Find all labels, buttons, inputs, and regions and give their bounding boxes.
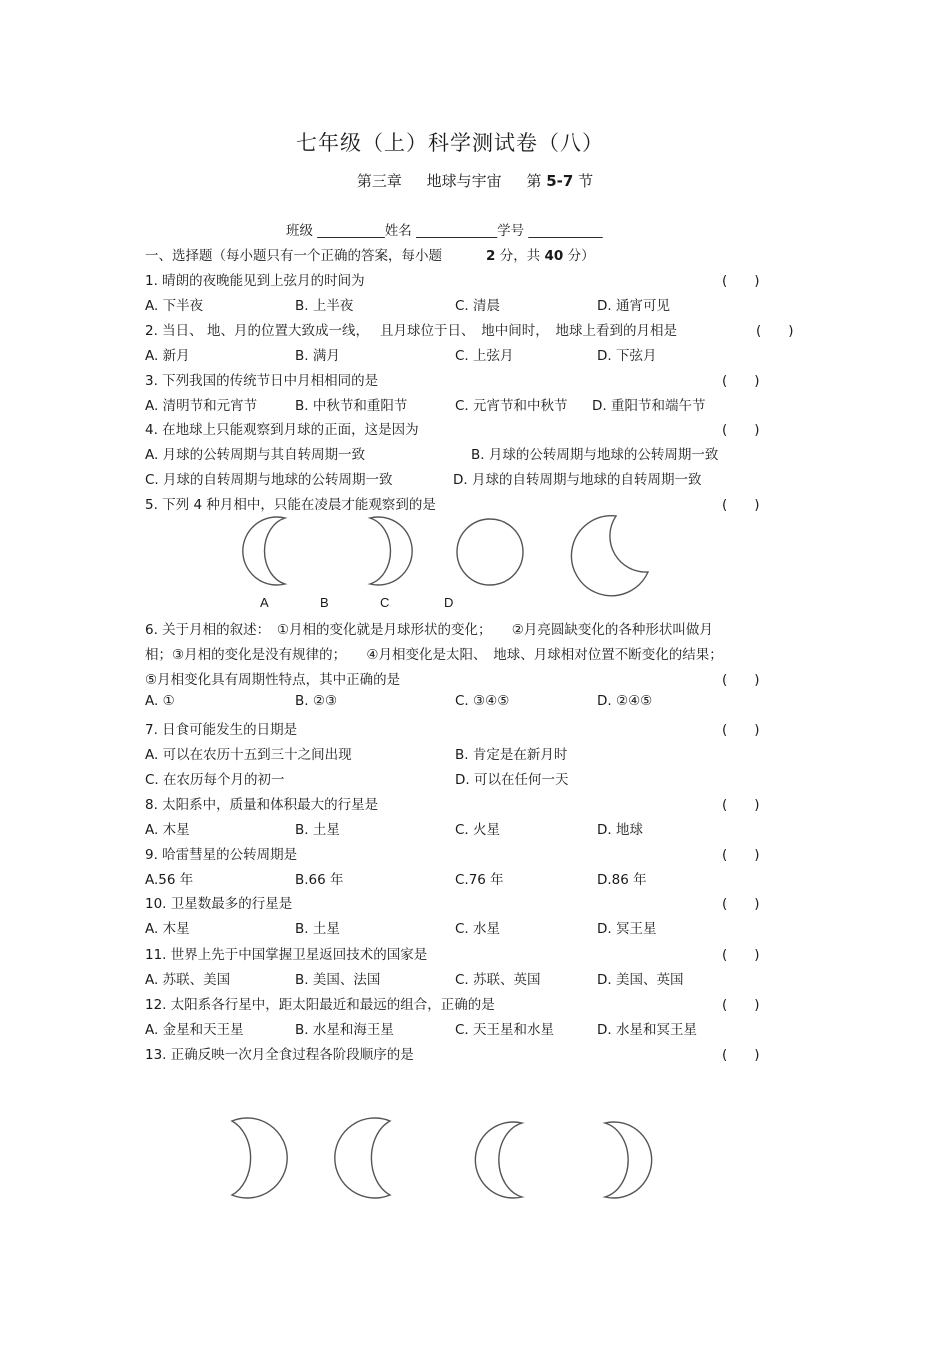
question-6-line-2: 相；③月相的变化是没有规律的； ④月相变化是太阳、 地球、月球相对位置不断变化的结果； (145, 647, 723, 663)
option: A. ① (145, 693, 175, 709)
question-1: 1. 晴朗的夜晚能见到上弦月的时间为 (145, 273, 365, 289)
question-8: 8. 太阳系中，质量和体积最大的行星是 (145, 797, 379, 813)
moon-phase-d-figure (568, 510, 658, 600)
page-subtitle (0, 170, 950, 191)
option: D. ②④⑤ (597, 693, 653, 709)
option: D. 地球 (597, 822, 643, 838)
student-info-line: 班级 __________姓名 ____________学号 ___________ (286, 223, 603, 239)
option: B. 满月 (295, 348, 340, 364)
option: D. 重阳节和端午节 (592, 398, 706, 414)
option: D.86 年 (597, 872, 647, 888)
option: A. 金星和天王星 (145, 1022, 244, 1038)
option: A. 新月 (145, 348, 190, 364)
question-2: 2. 当日、 地、月的位置大致成一线， 且月球位于日、 地中间时， 地球上看到的月相是 (145, 323, 678, 339)
question-13: 13. 正确反映一次月全食过程各阶段顺序的是 (145, 1047, 414, 1063)
option: A. 清明节和元宵节 (145, 398, 258, 414)
answer-blank-6[interactable]: ( ) (722, 672, 760, 688)
option: D. 可以在任何一天 (455, 772, 569, 788)
option: B. 上半夜 (295, 298, 354, 314)
section-label: 第 5-7 节 (526, 172, 594, 190)
answer-blank-9[interactable]: ( ) (722, 847, 760, 863)
question-5: 5. 下列 4 种月相中，只能在凌晨才能观察到的是 (145, 497, 436, 513)
eclipse-stage-1-icon (232, 1118, 287, 1198)
option: A. 木星 (145, 921, 190, 937)
option: C.76 年 (455, 872, 504, 888)
question-10: 10. 卫星数最多的行星是 (145, 896, 293, 912)
answer-blank-2[interactable]: ( ) (756, 323, 794, 339)
option: B. 美国、法国 (295, 972, 381, 988)
option: C. 在农历每个月的初一 (145, 772, 285, 788)
answer-blank-12[interactable]: ( ) (722, 997, 760, 1013)
page-title: 七年级（上）科学测试卷（八） (296, 131, 604, 155)
option: B.66 年 (295, 872, 344, 888)
option: C. 元宵节和中秋节 (455, 398, 568, 414)
eclipse-stage-2-icon (335, 1118, 390, 1198)
option: C. 水星 (455, 921, 501, 937)
moon-phase-d-icon (571, 516, 648, 596)
question-3: 3. 下列我国的传统节日中月相相同的是 (145, 373, 379, 389)
option: D. 下弦月 (597, 348, 657, 364)
figure-label-c: C (380, 595, 390, 610)
answer-blank-10[interactable]: ( ) (722, 896, 760, 912)
question-9: 9. 哈雷彗星的公转周期是 (145, 847, 298, 863)
option: C. 上弦月 (455, 348, 514, 364)
option: C. ③④⑤ (455, 693, 510, 709)
option: A. 苏联、美国 (145, 972, 231, 988)
option: A. 可以在农历十五到三十之间出现 (145, 747, 352, 763)
option: B. 肯定是在新月时 (455, 747, 568, 763)
option: A. 下半夜 (145, 298, 204, 314)
figure-label-d: D (444, 595, 454, 610)
option: C. 月球的自转周期与地球的公转周期一致 (145, 472, 393, 488)
question-6-line-3: ⑤月相变化具有周期性特点，其中正确的是 (145, 672, 401, 688)
answer-blank-4[interactable]: ( ) (722, 422, 760, 438)
eclipse-stage-3-icon (475, 1122, 522, 1198)
question-12: 12. 太阳系各行星中，距太阳最近和最远的组合，正确的是 (145, 997, 495, 1013)
option: D. 水星和冥王星 (597, 1022, 697, 1038)
moon-phase-figure-q5 (240, 510, 540, 600)
option: D. 美国、英国 (597, 972, 684, 988)
answer-blank-5[interactable]: ( ) (722, 497, 760, 513)
moon-phase-c-icon (457, 519, 523, 585)
option: C. 天王星和水星 (455, 1022, 555, 1038)
answer-blank-13[interactable]: ( ) (722, 1047, 760, 1063)
option: C. 苏联、英国 (455, 972, 541, 988)
option: B. 土星 (295, 822, 340, 838)
option: B. 土星 (295, 921, 340, 937)
question-4: 4. 在地球上只能观察到月球的正面，这是因为 (145, 422, 419, 438)
section-heading: 一、选择题（每小题只有一个正确的答案，每小题 2 分，共 40 分） (145, 248, 595, 264)
chapter-topic: 地球与宇宙 (426, 172, 502, 190)
chapter-label: 第三章 (356, 172, 402, 190)
question-7: 7. 日食可能发生的日期是 (145, 722, 298, 738)
option: B. 中秋节和重阳节 (295, 398, 408, 414)
option: C. 火星 (455, 822, 501, 838)
moon-phase-a-icon (243, 517, 285, 585)
option: B. 水星和海王星 (295, 1022, 394, 1038)
figure-label-b: B (320, 595, 329, 610)
figure-label-a: A (260, 595, 269, 610)
option: B. 月球的公转周期与地球的公转周期一致 (471, 447, 719, 463)
option: D. 通宵可见 (597, 298, 670, 314)
option: C. 清晨 (455, 298, 501, 314)
answer-blank-3[interactable]: ( ) (722, 373, 760, 389)
option: A. 月球的公转周期与其自转周期一致 (145, 447, 366, 463)
question-6-line-1: 6. 关于月相的叙述： ①月相的变化就是月球形状的变化； ②月亮圆缺变化的各种形状叫做月 (145, 622, 713, 638)
moon-phase-b-icon (370, 517, 412, 585)
option: A. 木星 (145, 822, 190, 838)
question-11: 11. 世界上先于中国掌握卫星返回技术的国家是 (145, 947, 428, 963)
option: D. 冥王星 (597, 921, 657, 937)
answer-blank-8[interactable]: ( ) (722, 797, 760, 813)
answer-blank-7[interactable]: ( ) (722, 722, 760, 738)
answer-blank-1[interactable]: ( ) (722, 273, 760, 289)
option: A.56 年 (145, 872, 194, 888)
option: D. 月球的自转周期与地球的自转周期一致 (453, 472, 702, 488)
answer-blank-11[interactable]: ( ) (722, 947, 760, 963)
eclipse-stage-figure-q13 (210, 1115, 670, 1205)
eclipse-stage-4-icon (605, 1122, 652, 1198)
option: B. ②③ (295, 693, 338, 709)
